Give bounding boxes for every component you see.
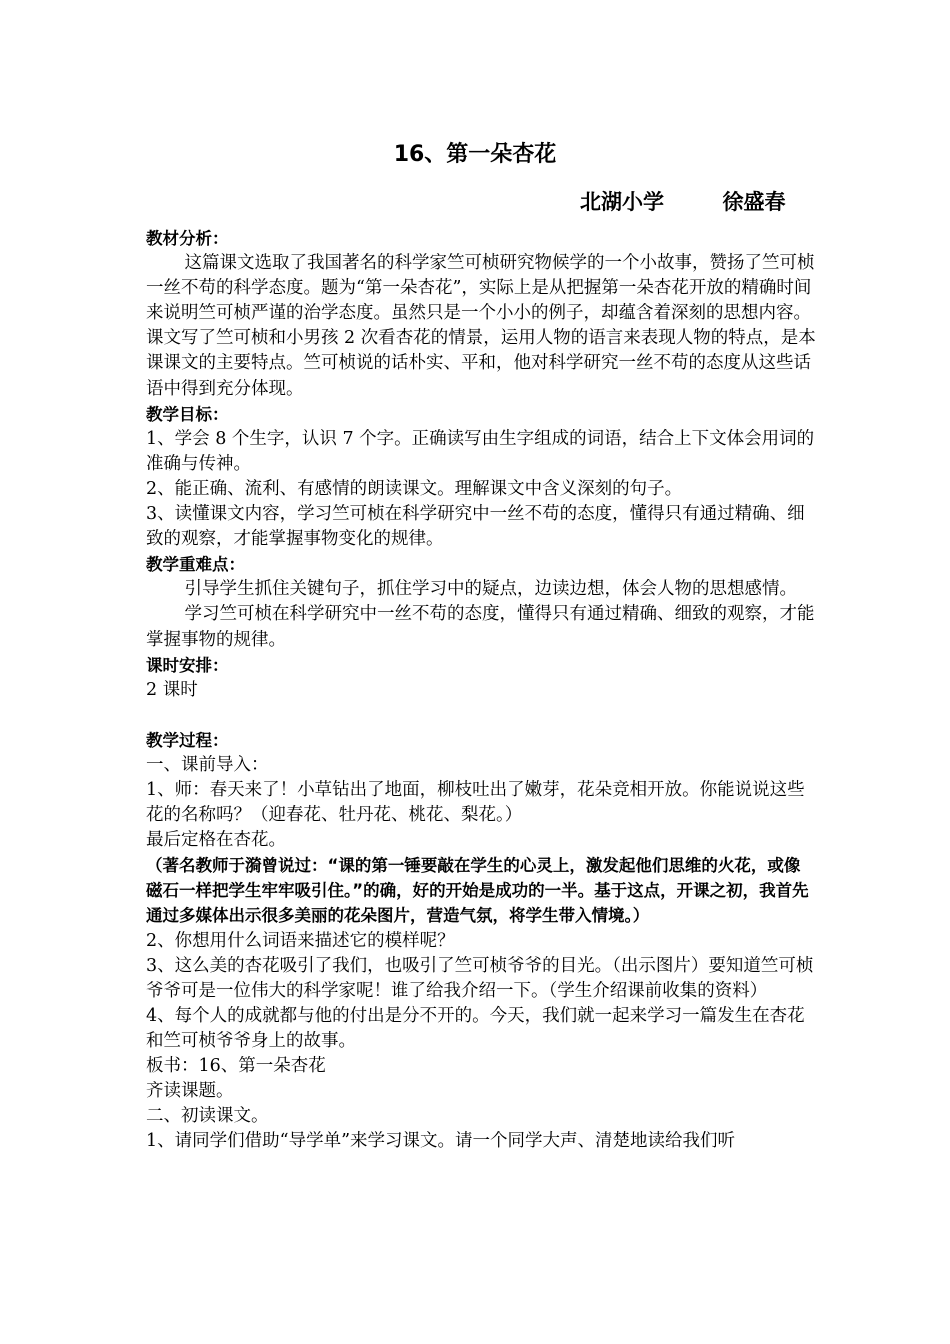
paragraph: 2 课时 [146,679,198,700]
paragraph: 学习竺可桢在科学研究中一丝不苟的态度，懂得只有通过精确、细致的观察，才能掌握事物的规律。 [146,604,815,650]
paragraph: 3、这么美的杏花吸引了我们，也吸引了竺可桢爷爷的目光。（出示图片）要知道竺可桢爷爷可是一位伟大的科学家呢！谁了给我介绍一下。（学生介绍课前收集的资料） [146,955,814,1001]
paragraph: 板书：16、第一朵杏花 [146,1056,326,1076]
highlight-paragraph: （著名教师于漪曾说过：“课的第一锤要敲在学生的心灵上，激发起他们思维的火花，或像磁石一样把学生牢牢吸引住。”的确，好的开始是成功的一半。基于这点，开课之初，我首先通过多媒体出示很多美丽的花朵图片，营造气氛，将学生带入情境。） [146,856,809,926]
spacer [146,703,816,728]
paragraph: 1、师：春天来了！小草钻出了地面，柳枝吐出了嫩芽，花朵竞相开放。你能说说这些花的名称吗？（迎春花、牡丹花、桃花、梨花。） [146,779,805,826]
paragraph: 二、初读课文。 [146,1106,269,1127]
section-heading: 教学过程： [146,730,229,750]
section-heading: 教学重难点： [146,555,245,575]
paragraph: 齐读课题。 [146,1081,234,1102]
paragraph: 1、请同学们借助“导学单”来学习课文。请一个同学大声、清楚地读给我们听 [146,1131,736,1152]
section-heading: 教学目标： [146,404,229,424]
paragraph: 1、学会 8 个生字，认识 7 个字。正确读写由生字组成的词语，结合上下文体会用词的准确与传神。 [146,428,815,474]
paragraph: 2、你想用什么词语来描述它的模样呢？ [146,930,455,951]
section-heading: 教材分析： [146,229,229,248]
paragraph: 4、每个人的成就都与他的付出是分不开的。今天，我们就一起来学习一篇发生在杏花和竺可桢爷爷身上的故事。 [146,1005,805,1051]
page-title: 16、第一朵杏花 [393,142,557,167]
paragraph: 引导学生抓住关键句子，抓住学习中的疑点，边读边想，体会人物的思想感情。 [184,579,797,600]
document-body [146,226,816,1154]
paragraph: 2、能正确、流利、有感情的朗读课文。理解课文中含义深刻的句子。 [146,478,683,499]
paragraph: 最后定格在杏花。 [146,830,286,851]
author-line: 北湖小学 徐盛春 [580,190,786,214]
section-heading: 课时安排： [146,655,229,675]
paragraph: 这篇课文选取了我国著名的科学家竺可桢研究物候学的一个小故事，赞扬了竺可桢一丝不苟的科学态度。题为“第一朵杏花”，实际上是从把握第一朵杏花开放的精确时间来说明竺可桢严谨的治学态度。虽然只是一个小小的例子，却蕴含着深刻的思想内容。课文写了竺可桢和小男孩 2 次看杏花的情景，运用人物的语言来表现人物的特点，是本课课文的主要特点。竺可桢说的话朴实、平和，他对科学研究一丝不苟的态度从这些话语中得到充分体现。 [146,253,816,399]
paragraph: 3、读懂课文内容，学习竺可桢在科学研究中一丝不苟的态度，懂得只有通过精确、细致的观察，才能掌握事物变化的规律。 [146,504,805,550]
paragraph: 一、课前导入： [146,754,269,775]
